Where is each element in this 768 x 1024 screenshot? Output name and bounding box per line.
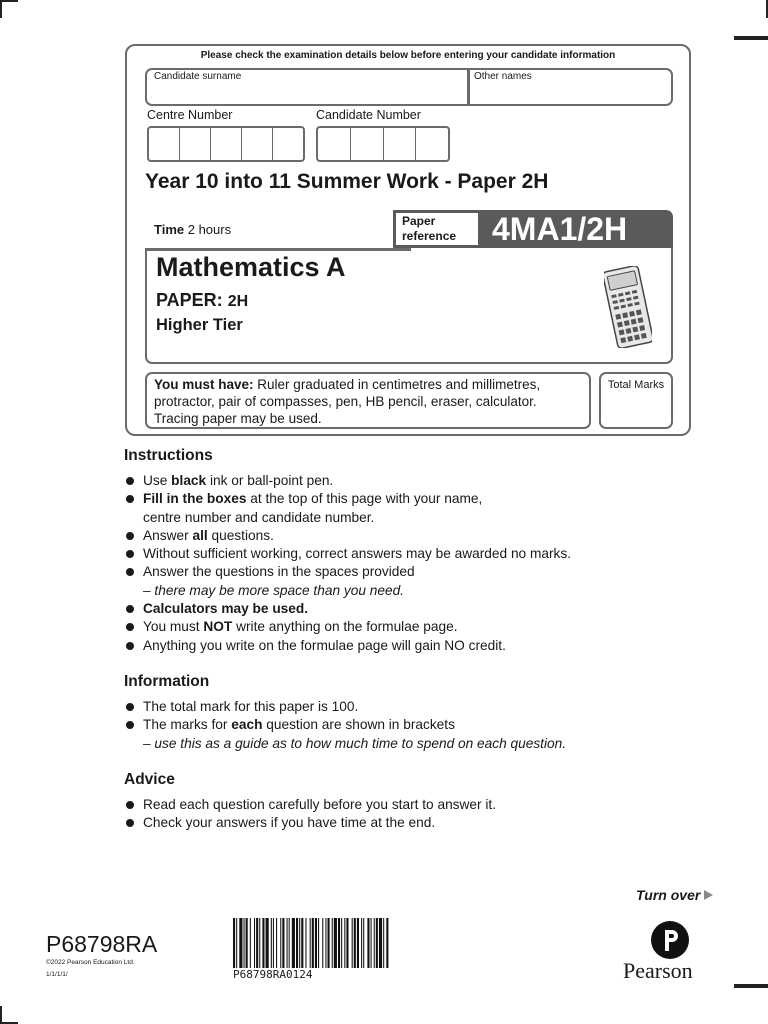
calculator-icon (604, 266, 652, 348)
list-item: The marks for each question are shown in brackets (124, 716, 566, 734)
names-divider (467, 70, 470, 104)
subject-box (145, 248, 673, 364)
list-item: Fill in the boxes at the top of this page with your name, (124, 490, 571, 508)
check-details-text: Please check the examination details below before entering your candidate information (200, 50, 616, 61)
list-item-note: – there may be more space than you need. (143, 582, 404, 598)
list-item: Answer all questions. (124, 527, 571, 545)
pearson-brand: Pearson (623, 958, 693, 983)
list-item: Without sufficient working, correct answers may be awarded no marks. (124, 545, 571, 563)
list-item: Use black ink or ball-point pen. (124, 472, 571, 490)
you-must-have-box: You must have: Ruler graduated in centimetres and millimetres, protractor, pair of compasses, pen, HB pencil, eraser, calculator. Tracing paper may be used. (145, 372, 591, 429)
paper-code: P68798RA (46, 931, 158, 957)
pearson-logo-icon (650, 920, 690, 960)
corner-mark-top-left-h (0, 0, 18, 2)
information-heading: Information (124, 673, 210, 690)
list-item: Calculators may be used. (124, 600, 571, 618)
list-item: Answer the questions in the spaces provided (124, 563, 571, 581)
time-allowed: Time 2 hours (154, 222, 232, 237)
list-item: The total mark for this paper is 100. (124, 698, 566, 716)
candidate-number-field[interactable] (316, 126, 450, 162)
paper-reference-code: 4MA1/2H (492, 211, 628, 247)
exam-title: Year 10 into 11 Summer Work - Paper 2H (145, 170, 549, 193)
instructions-section (124, 447, 571, 655)
turn-over-arrow-icon (704, 890, 713, 900)
candidate-number-label: Candidate Number (316, 108, 421, 122)
corner-mark-top-left (0, 0, 2, 18)
list-item: Anything you write on the formulae page will gain NO credit. (124, 637, 571, 655)
list-item: Check your answers if you have time at the end. (124, 814, 496, 832)
turn-over-text: Turn over (636, 887, 701, 903)
list-item: Read each question carefully before you start to answer it. (124, 796, 496, 814)
tier-label: Higher Tier (156, 316, 243, 334)
edge-mark-bottom (734, 984, 768, 988)
names-box (145, 68, 673, 106)
barcode-text: P68798RA0124 (233, 968, 313, 981)
total-marks-box[interactable]: Total Marks (599, 372, 673, 429)
list-item: You must NOT write anything on the formulae page. (124, 618, 571, 636)
advice-heading: Advice (124, 771, 175, 788)
copyright-text: ©2022 Pearson Education Ltd. (46, 959, 135, 966)
instructions-heading: Instructions (124, 447, 213, 464)
list-item-note: – use this as a guide as to how much time to spend on each question. (143, 735, 567, 751)
centre-number-field[interactable] (147, 126, 305, 162)
edge-mark-top (734, 36, 768, 40)
centre-number-label: Centre Number (147, 108, 233, 122)
subject-title: Mathematics A (156, 252, 346, 282)
barcode (233, 918, 531, 968)
surname-label: Candidate surname (154, 71, 242, 82)
other-names-label: Other names (474, 71, 532, 82)
paper-reference-label: Paper reference (396, 213, 478, 245)
paper-number: PAPER: 2H (156, 290, 249, 310)
advice-section (124, 771, 496, 833)
list-item-continuation: centre number and candidate number. (143, 509, 375, 525)
information-section (124, 673, 566, 753)
print-reference: 1/1/1/1/ (46, 971, 68, 978)
candidate-details-box (125, 44, 691, 436)
paper-reference-band (393, 210, 673, 248)
